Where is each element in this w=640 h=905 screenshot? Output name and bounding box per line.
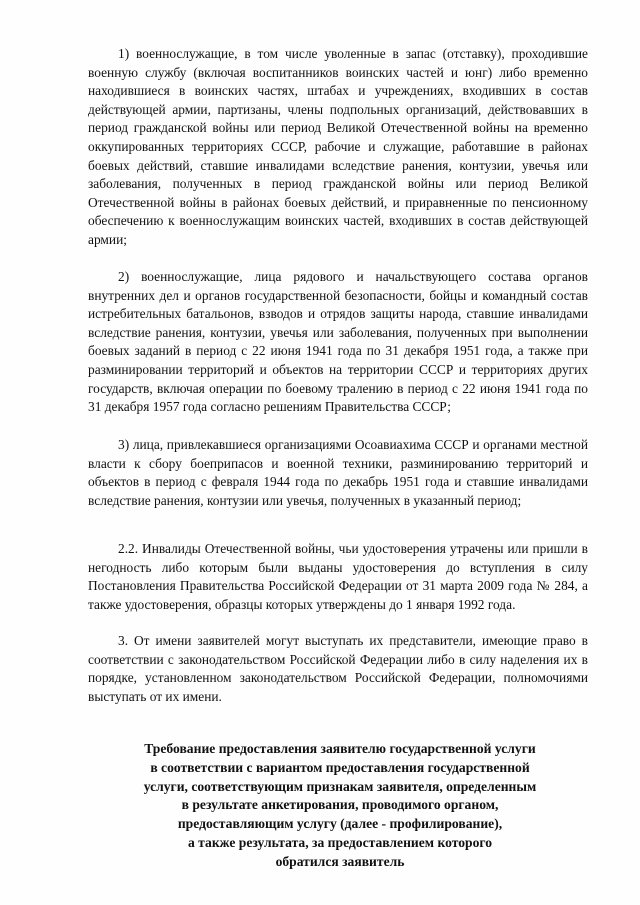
heading-line: Требование предоставления заявителю государственной услуги <box>144 741 536 756</box>
heading-line: предоставляющим услугу (далее - профилирование), <box>177 816 503 832</box>
heading-line: обратился заявитель <box>275 853 405 869</box>
paragraph-1-military: 1) военнослужащие, в том числе уволенные в запас (отставку), проходившие военную службу (включая воспитанников воинских частей и юнг) либо временно находившиеся в воинских частях, штабах и учреждениях, входивших в состав действующей армии, партизаны, члены подпольных организаций, действовавших в период гражданской войны или период Великой Отечественной войны на временно оккупированных территориях СССР, рабочие и служащие, работавшие в районах боевых действий, ставшие инвалидами вследствие ранения, контузии, увечья или заболевания, полученных в период гражданской войны или период Великой Отечественной войны в районах боевых действий, и приравненные по пенсионному обеспечению к военнослужащим воинских частей, входивших в состав действующей армии; <box>88 46 588 247</box>
heading-line: в соответствии с вариантом предоставления государственной <box>150 759 530 775</box>
heading-line: в результате анкетирования, проводимого органом, <box>181 797 499 813</box>
paragraph-2-internal-affairs: 2) военнослужащие, лица рядового и начальствующего состава органов внутренних дел и органов государственной безопасности, бойцы и командный состав истребительных батальонов, взводов и отрядов защиты народа, ставшие инвалидами вследствие ранения, контузии, увечья или заболевания, полученных при выполнении боевых заданий в период с 22 июня 1941 года по 31 декабря 1951 года, а также при разминировании территорий и объектов на территории СССР и территориях других государств, включая операции по боевому тралению в период с 22 июня 1941 года по 31 декабря 1957 года согласно решениям Правительства СССР; <box>88 269 588 415</box>
paragraph-3-osoaviakhim: 3) лица, привлекавшиеся организациями Осоавиахима СССР и органами местной власти к сбору боеприпасов и военной техники, разминированию территорий и объектов в период с февраля 1944 года по декабрь 1951 года и ставшие инвалидами вследствие ранения, контузии или увечья, полученных в указанный период; <box>88 437 588 508</box>
paragraph-3-representatives: 3. От имени заявителей могут выступать их представители, имеющие право в соответствии с законодательством Российской Федерации либо в силу наделения их в порядке, установленном законодательством Российской Федерации, полномочиями выступать от их имени. <box>88 633 588 704</box>
heading-line: а также результата, за предоставлением которого <box>187 834 492 850</box>
paragraph-2-2-invalids: 2.2. Инвалиды Отечественной войны, чьи удостоверения утрачены или пришли в негодность либо которым были выданы удостоверения до вступления в силу Постановления Правительства Российской Федерации от 31 марта 2009 года № 284, а также удостоверения, образцы которых утверждены до 1 января 1992 года. <box>88 541 588 612</box>
heading-line: услуги, соответствующим признакам заявителя, определенным <box>143 778 537 794</box>
section-heading <box>100 740 580 872</box>
